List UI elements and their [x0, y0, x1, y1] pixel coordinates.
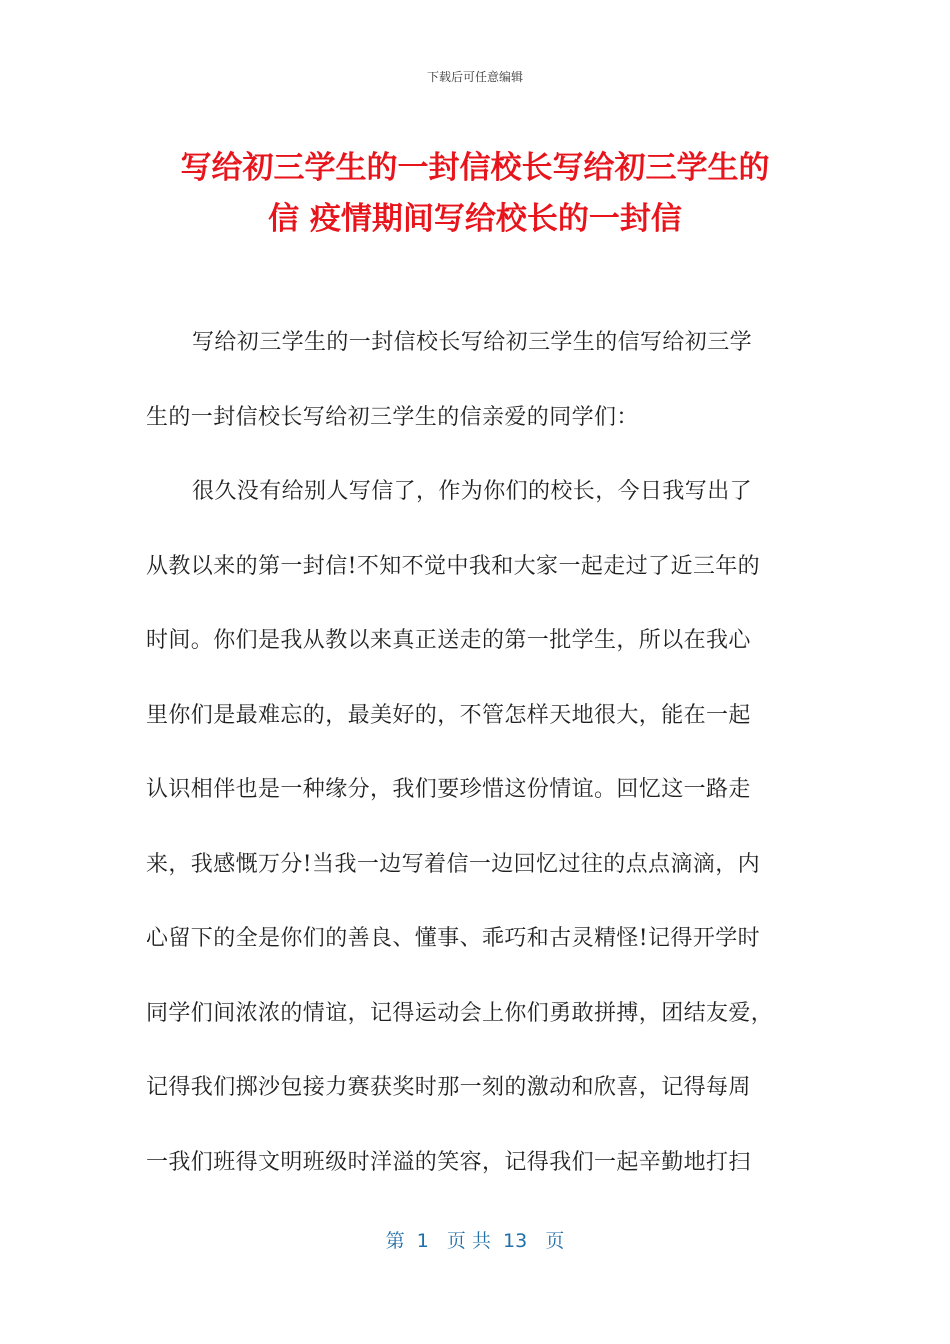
- paragraph-line: 记得我们掷沙包接力赛获奖时那一刻的激动和欣喜，记得每周: [146, 1075, 751, 1100]
- paragraph-line: 心留下的全是你们的善良、懂事、乖巧和古灵精怪!记得开学时: [146, 926, 761, 951]
- paragraph-line: 来，我感慨万分!当我一边写着信一边回忆过往的点点滴滴，内: [146, 851, 761, 877]
- paragraph-line: 里你们是最难忘的，最美好的，不管怎样天地很大，能在一起: [146, 702, 751, 728]
- page-header-note: 下载后可任意编辑: [426, 70, 523, 84]
- title-line: 信 疫情期间写给校长的一封信: [268, 201, 682, 237]
- paragraph-line: 写给初三学生的一封信校长写给初三学生的信写给初三学: [192, 330, 753, 355]
- paragraph-line: 很久没有给别人写信了，作为你们的校长，今日我写出了: [192, 479, 753, 504]
- page-number-footer: 第 1 页 共 13 页: [385, 1230, 565, 1252]
- title-line: 写给初三学生的一封信校长写给初三学生的: [180, 150, 770, 186]
- paragraph-line: 时间。你们是我从教以来真正送走的第一批学生，所以在我心: [146, 628, 751, 653]
- paragraph-line: 生的一封信校长写给初三学生的信亲爱的同学们：: [146, 404, 639, 430]
- document-title: [100, 143, 850, 245]
- paragraph-line: 认识相伴也是一种缘分，我们要珍惜这份情谊。回忆这一路走: [146, 777, 751, 802]
- paragraph-line: 从教以来的第一封信!不知不觉中我和大家一起走过了近三年的: [146, 553, 761, 579]
- paragraph-line: 同学们间浓浓的情谊，记得运动会上你们勇敢拼搏，团结友爱，: [146, 1000, 774, 1026]
- paragraph-line: 一我们班得文明班级时洋溢的笑容，记得我们一起辛勤地打扫: [146, 1149, 751, 1175]
- document-body: [146, 318, 806, 1212]
